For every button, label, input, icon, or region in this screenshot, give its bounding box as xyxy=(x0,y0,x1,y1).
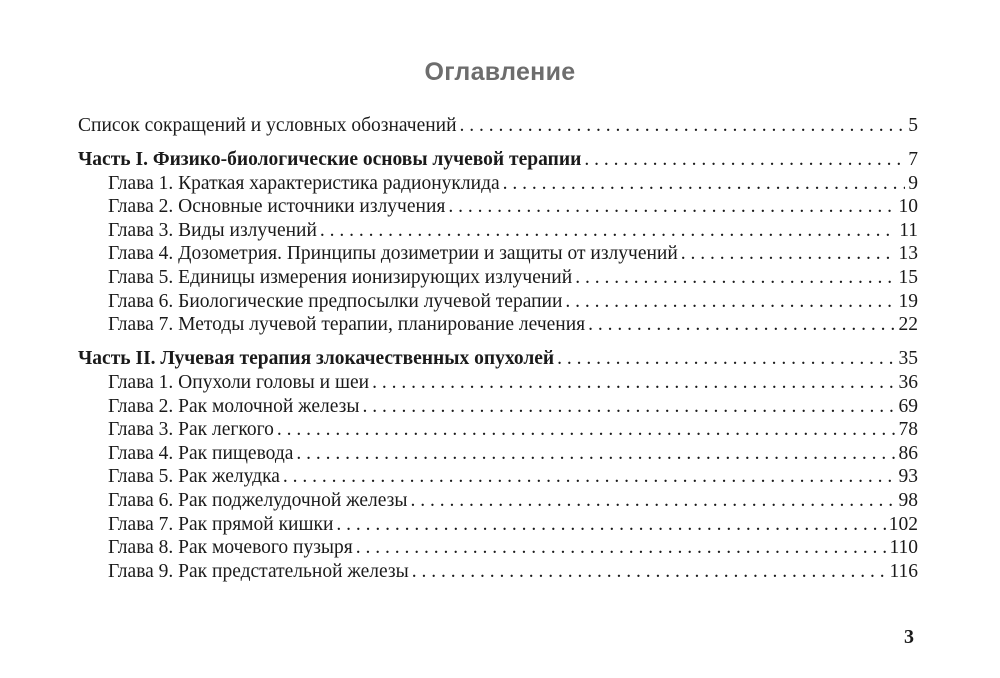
dot-leader xyxy=(460,114,906,138)
dot-leader xyxy=(356,536,887,560)
toc-chapter[interactable] xyxy=(78,489,918,513)
toc-chapter[interactable] xyxy=(78,536,918,560)
toc-entry-title: Глава 2. Основные источники излучения xyxy=(108,196,446,218)
toc-entry-title: Глава 7. Рак прямой кишки xyxy=(108,513,334,535)
toc-part-2[interactable] xyxy=(78,347,918,371)
toc-chapter[interactable] xyxy=(78,371,918,395)
toc-entry-page: 11 xyxy=(899,219,918,241)
dot-leader xyxy=(320,219,896,243)
toc-entry-title: Глава 5. Рак желудка xyxy=(108,466,280,488)
toc-entry-title: Глава 2. Рак молочной железы xyxy=(108,395,360,417)
toc-part-title: Часть I. Физико-биологические основы лучевой терапии xyxy=(78,149,582,171)
toc-entry-abbreviations[interactable] xyxy=(78,114,918,138)
toc-entry-title: Список сокращений и условных обозначений xyxy=(78,115,457,136)
toc-chapter[interactable] xyxy=(78,513,918,537)
dot-leader xyxy=(503,172,906,196)
toc-chapter[interactable] xyxy=(78,195,918,219)
page-title: Оглавление xyxy=(424,58,576,86)
toc-entry-title: Глава 9. Рак предстательной железы xyxy=(108,560,409,582)
dot-leader xyxy=(575,266,895,290)
toc-entry-title: Глава 7. Методы лучевой терапии, планирование лечения xyxy=(108,314,586,336)
dot-leader xyxy=(557,347,895,371)
toc-entry-title: Глава 5. Единицы измерения ионизирующих излучений xyxy=(108,267,573,289)
toc-chapter[interactable] xyxy=(78,442,918,466)
toc-part-1[interactable] xyxy=(78,148,918,172)
toc-entry-page: 19 xyxy=(898,290,918,312)
toc-chapter[interactable] xyxy=(78,266,918,290)
toc-entry-page: 5 xyxy=(908,115,918,136)
toc-chapter[interactable] xyxy=(78,395,918,419)
dot-leader xyxy=(296,442,895,466)
toc-entry-page: 102 xyxy=(888,513,918,535)
toc-entry-page: 98 xyxy=(898,489,918,511)
toc-entry-page: 78 xyxy=(898,419,918,441)
toc-chapter[interactable] xyxy=(78,465,918,489)
toc-entry-title: Глава 1. Опухоли головы и шеи xyxy=(108,371,370,393)
toc-entry-page: 35 xyxy=(898,348,918,370)
toc-entry-page: 36 xyxy=(898,371,918,393)
toc-entry-page: 93 xyxy=(898,466,918,488)
toc-entry-page: 9 xyxy=(908,172,918,194)
toc-entry-page: 22 xyxy=(898,314,918,336)
toc-entry-title: Глава 8. Рак мочевого пузыря xyxy=(108,537,353,559)
toc-entry-page: 86 xyxy=(898,442,918,464)
dot-leader xyxy=(584,148,905,172)
dot-leader xyxy=(410,489,895,513)
table-of-contents xyxy=(78,114,918,583)
dot-leader xyxy=(277,418,896,442)
toc-entry-title: Глава 3. Рак легкого xyxy=(108,419,274,441)
dot-leader xyxy=(565,290,895,314)
dot-leader xyxy=(681,242,896,266)
toc-entry-title: Глава 4. Рак пищевода xyxy=(108,442,294,464)
toc-chapter[interactable] xyxy=(78,172,918,196)
toc-entry-title: Глава 1. Краткая характеристика радионуклида xyxy=(108,172,500,194)
toc-entry-page: 13 xyxy=(898,243,918,265)
toc-chapter[interactable] xyxy=(78,219,918,243)
toc-entry-page: 69 xyxy=(898,395,918,417)
dot-leader xyxy=(372,371,895,395)
toc-entry-page: 110 xyxy=(889,537,918,559)
toc-chapter[interactable] xyxy=(78,290,918,314)
dot-leader xyxy=(588,313,895,337)
toc-entry-title: Глава 3. Виды излучений xyxy=(108,219,317,241)
toc-entry-page: 116 xyxy=(889,560,918,582)
toc-entry-title: Глава 4. Дозометрия. Принципы дозиметрии и защиты от излучений xyxy=(108,243,678,265)
page-number: 3 xyxy=(904,626,914,648)
toc-entry-page: 15 xyxy=(898,267,918,289)
toc-chapter[interactable] xyxy=(78,560,918,584)
toc-chapter[interactable] xyxy=(78,418,918,442)
toc-part-title: Часть II. Лучевая терапия злокачественных опухолей xyxy=(78,348,555,370)
dot-leader xyxy=(412,560,887,584)
dot-leader xyxy=(283,465,896,489)
toc-chapter[interactable] xyxy=(78,313,918,337)
dot-leader xyxy=(336,513,885,537)
dot-leader xyxy=(448,195,895,219)
toc-entry-title: Глава 6. Рак поджелудочной железы xyxy=(108,489,408,511)
toc-entry-page: 7 xyxy=(908,149,918,171)
toc-chapter[interactable] xyxy=(78,242,918,266)
toc-entry-title: Глава 6. Биологические предпосылки лучевой терапии xyxy=(108,290,563,312)
dot-leader xyxy=(362,395,895,419)
toc-entry-page: 10 xyxy=(898,196,918,218)
